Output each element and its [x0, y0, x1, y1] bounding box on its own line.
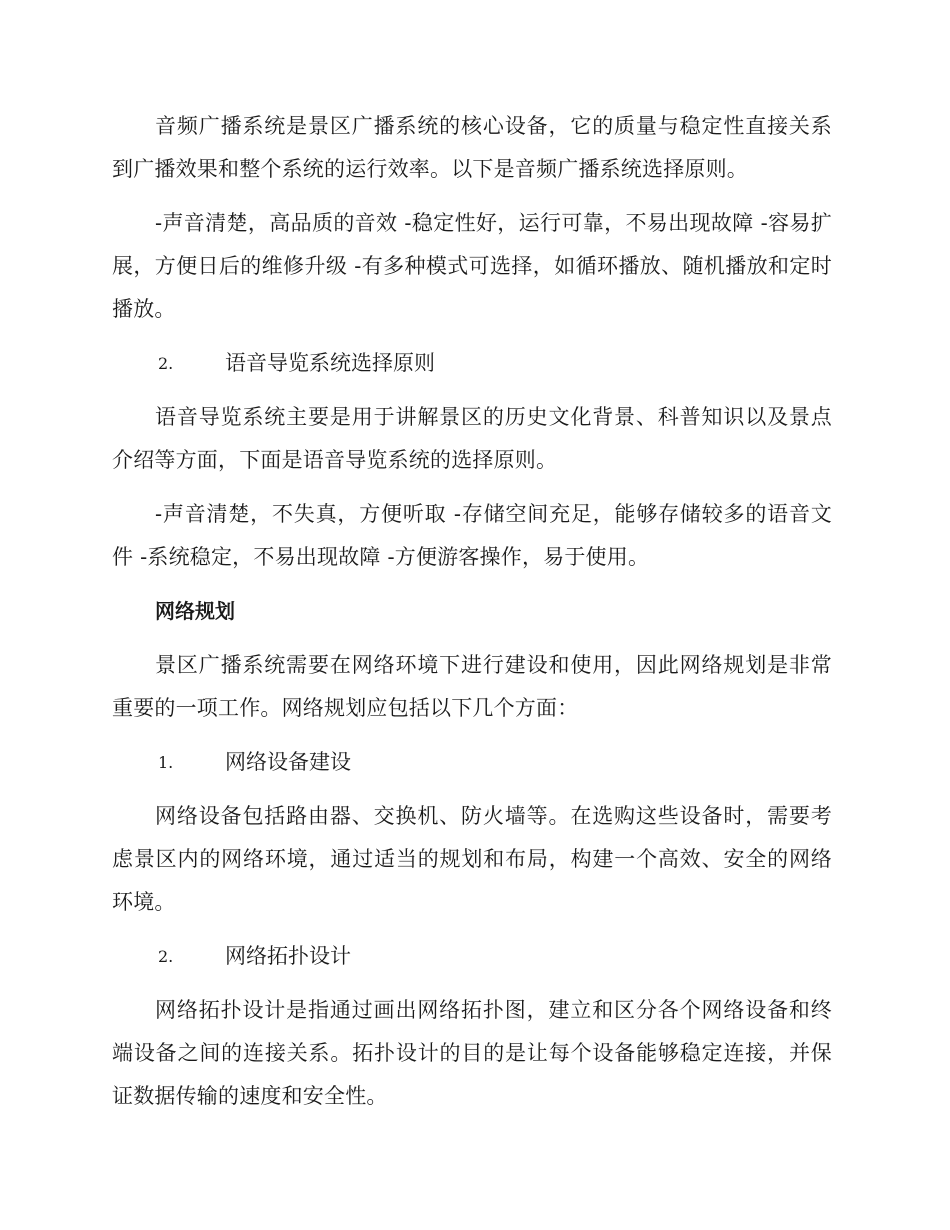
paragraph-network-planning-intro: 景区广播系统需要在网络环境下进行建设和使用，因此网络规划是非常重要的一项工作。网络规划应包括以下几个方面： — [112, 653, 832, 720]
list-item-network-devices — [112, 741, 832, 784]
paragraph-voice-guide-principles: -声音清楚，不失真，方便听取 -存储空间充足，能够存储较多的语音文件 -系统稳定，不易出现故障 -方便游客操作，易于使用。 — [112, 502, 832, 569]
section-heading-network-planning: 网络规划 — [155, 599, 235, 623]
list-number: 2. — [158, 354, 174, 373]
list-number: 2. — [158, 947, 174, 966]
paragraph-network-devices: 网络设备包括路由器、交换机、防火墙等。在选购这些设备时，需要考虑景区内的网络环境，通过适当的规划和布局，构建一个高效、安全的网络环境。 — [112, 804, 832, 914]
list-number: 1. — [158, 753, 174, 772]
paragraph-network-topology: 网络拓扑设计是指通过画出网络拓扑图，建立和区分各个网络设备和终端设备之间的连接关系。拓扑设计的目的是让每个设备能够稳定连接，并保证数据传输的速度和安全性。 — [112, 998, 832, 1108]
paragraph-audio-broadcast-intro: 音频广播系统是景区广播系统的核心设备，它的质量与稳定性直接关系到广播效果和整个系统的运行效率。以下是音频广播系统选择原则。 — [112, 114, 832, 181]
list-text: 网络拓扑设计 — [225, 944, 351, 968]
list-text: 网络设备建设 — [225, 750, 351, 774]
list-item-voice-guide — [112, 342, 832, 385]
paragraph-voice-guide-intro: 语音导览系统主要是用于讲解景区的历史文化背景、科普知识以及景点介绍等方面，下面是语音导览系统的选择原则。 — [112, 405, 832, 472]
list-item-network-topology — [112, 935, 832, 978]
document-page — [112, 105, 832, 1129]
paragraph-audio-broadcast-principles: -声音清楚，高品质的音效 -稳定性好，运行可靠，不易出现故障 -容易扩展，方便日后的维修升级 -有多种模式可选择，如循环播放、随机播放和定时播放。 — [112, 211, 832, 321]
list-text: 语音导览系统选择原则 — [225, 351, 435, 375]
